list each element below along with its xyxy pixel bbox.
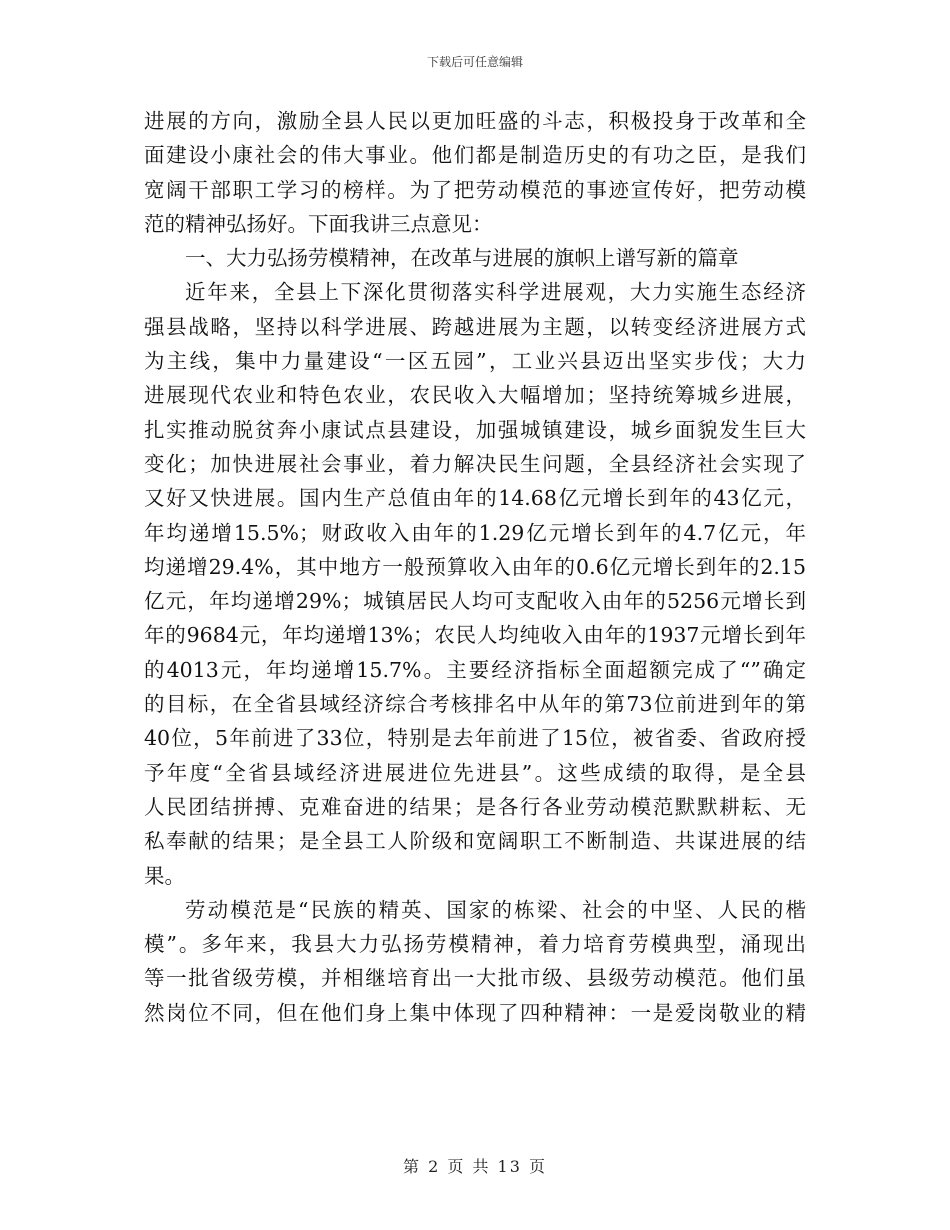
page-number: 第 2 页 共 13 页 [403, 1157, 547, 1176]
body-line: 模”。多年来，我县大力弘扬劳模精神，着力培育劳模典型，涌现出 [144, 932, 806, 957]
body-line: 均递增29.4%，其中地方一般预算收入由年的0.6亿元增长到年的2.15 [144, 554, 806, 579]
body-line: 为主线，集中力量建设“一区五园”，工业兴县迈出坚实步伐；大力 [144, 349, 806, 374]
body-line: 近年来，全县上下深化贯彻落实科学进展观，大力实施生态经济 [185, 280, 806, 305]
body-line: 宽阔干部职工学习的榜样。为了把劳动模范的事迹宣传好，把劳动模 [144, 177, 806, 202]
body-line: 40位，5年前进了33位，特别是去年前进了15位，被省委、省政府授 [144, 726, 806, 751]
body-line: 的目标，在全省县域经济综合考核排名中从年的第73位前进到年的第 [144, 692, 806, 717]
body-line: 面建设小康社会的伟大事业。他们都是制造历史的有功之臣，是我们 [144, 143, 806, 168]
body-line: 年的9684元，年均递增13%；农民人均纯收入由年的1937元增长到年 [144, 623, 806, 648]
body-line: 私奉献的结果；是全县工人阶级和宽阔职工不断制造、共谋进展的结 [144, 829, 806, 854]
page-header: 下载后可任意编辑 [426, 55, 523, 69]
body-line: 范的精神弘扬好。下面我讲三点意见： [144, 211, 493, 236]
section-heading: 一、大力弘扬劳模精神，在改革与进展的旗帜上谱写新的篇章 [185, 246, 739, 271]
body-line: 进展现代农业和特色农业，农民收入大幅增加；坚持统筹城乡进展， [144, 383, 806, 408]
body-line: 进展的方向，激励全县人民以更加旺盛的斗志，积极投身于改革和全 [144, 109, 806, 133]
body-line: 强县战略，坚持以科学进展、跨越进展为主题，以转变经济进展方式 [144, 314, 806, 339]
body-line: 果。 [144, 863, 185, 888]
body-line: 等一批省级劳模，并相继培育出一大批市级、县级劳动模范。他们虽 [144, 966, 806, 991]
body-line: 人民团结拼搏、克难奋进的结果；是各行各业劳动模范默默耕耘、无 [144, 794, 806, 819]
body-line: 予年度“全省县域经济进展进位先进县”。这些成绩的取得，是全县 [144, 760, 806, 785]
document-body [144, 104, 806, 1030]
body-line: 年均递增15.5%；财政收入由年的1.29亿元增长到年的4.7亿元，年 [144, 520, 806, 545]
body-line: 扎实推动脱贫奔小康试点县建设，加强城镇建设，城乡面貌发生巨大 [144, 417, 806, 442]
body-line: 的4013元，年均递增15.7%。主要经济指标全面超额完成了“”确定 [144, 657, 806, 682]
body-line: 亿元，年均递增29%；城镇居民人均可支配收入由年的5256元增长到 [144, 589, 806, 614]
body-line: 变化；加快进展社会事业，着力解决民生问题，全县经济社会实现了 [144, 451, 806, 476]
body-line: 又好又快进展。国内生产总值由年的14.68亿元增长到年的43亿元， [144, 486, 806, 511]
body-line: 然岗位不同，但在他们身上集中体现了四种精神：一是爱岗敬业的精 [144, 1000, 806, 1025]
body-line: 劳动模范是“民族的精英、国家的栋梁、社会的中坚、人民的楷 [185, 897, 806, 922]
